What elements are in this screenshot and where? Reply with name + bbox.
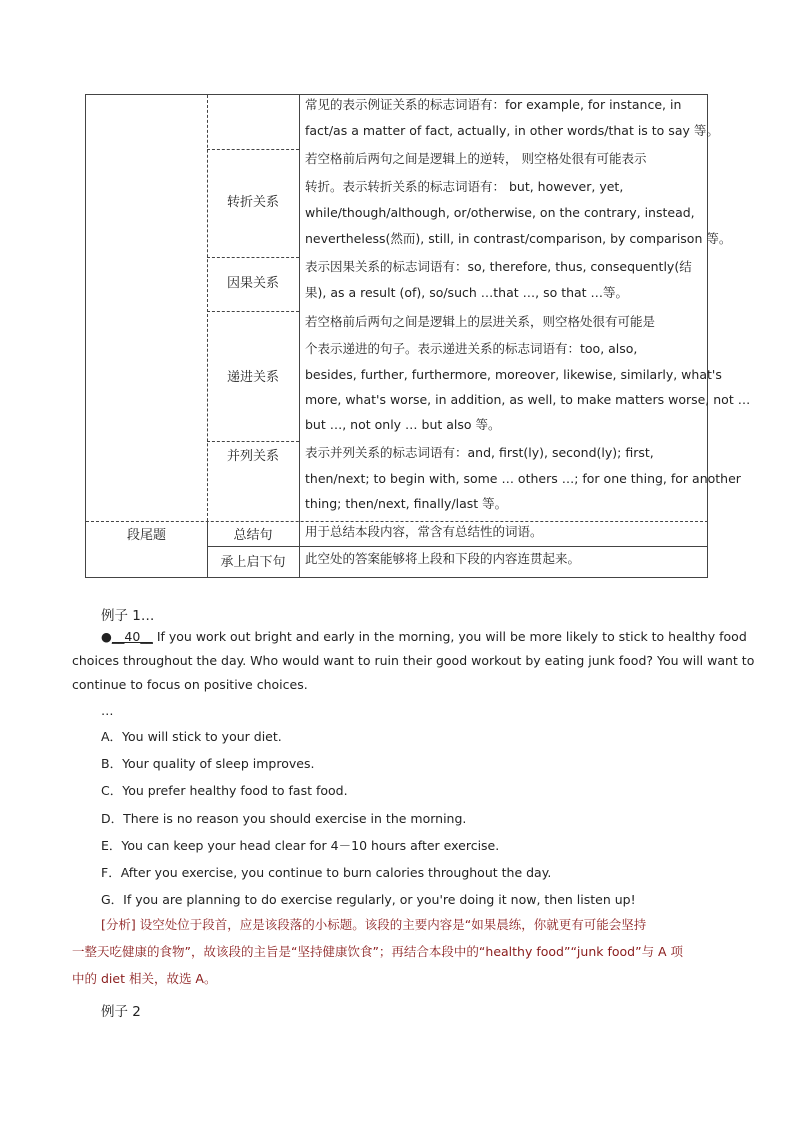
table-cell-description: besides, further, furthermore, moreover, likewise, similarly, what's <box>305 367 722 382</box>
logic-relations-table <box>85 94 751 578</box>
table-cell-description: 用于总结本段内容，常含有总结性的词语。 <box>305 524 543 539</box>
relation-type-label: 总结句 <box>233 528 273 543</box>
table-cell-description: thing; then/next, finally/last 等。 <box>305 496 508 511</box>
table-cell-description: 表示并列关系的标志词语有：and, first(ly), second(ly); first, <box>305 445 654 460</box>
table-cell-description: 个表示递进的句子。表示递进关系的标志词语有：too, also, <box>305 341 638 356</box>
example-title: 例子 2 <box>101 1004 141 1020</box>
question-position-label: 段尾题 <box>126 528 166 543</box>
analysis-line: 一整天吃健康的食物”，故该段的主旨是“坚持健康饮食”；再结合本段中的“healthy food”“junk food”与 A 项 <box>72 944 684 959</box>
option-e: E．You can keep your head clear for 4－10 hours after exercise. <box>101 838 500 853</box>
table-cell-description: 常见的表示例证关系的标志词语有：for example, for instance, in <box>305 97 682 112</box>
example-title: 例子 1… <box>101 608 155 624</box>
table-cell-description: 此空处的答案能够将上段和下段的内容连贯起来。 <box>305 551 581 566</box>
row-divider <box>207 441 299 442</box>
row-divider <box>207 311 299 312</box>
passage-text: If you work out bright and early in the morning, you will be more likely to stick to healthy food <box>156 629 747 644</box>
bullet: ● <box>101 629 112 644</box>
passage-line <box>101 625 747 649</box>
table-cell-description: then/next; to begin with, some … others …; for one thing, for another <box>305 471 741 486</box>
analysis-line: 中的 diet 相关，故选 A。 <box>72 971 217 986</box>
relation-type-label: 转折关系 <box>226 195 279 210</box>
table-cell-description: but …, not only … but also 等。 <box>305 417 501 432</box>
option-g: G．If you are planning to do exercise regularly, or you're doing it now, then listen up! <box>101 892 636 907</box>
relation-type-label: 递进关系 <box>226 370 279 385</box>
blank-number: __40__ <box>111 629 153 644</box>
table-cell-description: 果), as a result (of), so/such …that …, so that …等。 <box>305 285 629 300</box>
row-divider <box>207 149 299 150</box>
option-c: C．You prefer healthy food to fast food. <box>101 783 348 798</box>
option-b: B．Your quality of sleep improves. <box>101 756 315 771</box>
table-cell-description: fact/as a matter of fact, actually, in other words/that is to say 等。 <box>305 123 719 138</box>
relation-type-label: 承上启下句 <box>220 555 286 570</box>
row-divider <box>207 257 299 258</box>
table-cell-description: 若空格前后两句之间是逻辑上的逆转， 则空格处很有可能表示 <box>305 151 647 166</box>
table-cell-description: 表示因果关系的标志词语有：so, therefore, thus, consequently(结 <box>305 259 692 274</box>
table-cell-description: more, what's worse, in addition, as well, to make matters worse, not … <box>305 392 751 407</box>
option-a: A．You will stick to your diet. <box>101 729 282 744</box>
relation-type-label: 并列关系 <box>226 449 279 464</box>
option-d: D．There is no reason you should exercise in the morning. <box>101 811 467 826</box>
table-cell-description: nevertheless(然而), still, in contrast/comparison, by comparison 等。 <box>305 231 732 246</box>
table-cell-description: 转折。表示转折关系的标志词语有： but, however, yet, <box>305 179 624 194</box>
passage-line: continue to focus on positive choices. <box>72 677 308 692</box>
ellipsis: … <box>101 703 114 718</box>
analysis-line: [分析] 设空处位于段首，应是该段落的小标题。该段的主要内容是“如果晨练，你就更有可能会坚持 <box>101 917 647 932</box>
column-divider <box>299 95 300 578</box>
table-cell-description: while/though/although, or/otherwise, on the contrary, instead, <box>305 205 695 220</box>
passage-line: choices throughout the day. Who would want to ruin their good workout by eating junk food? You will want to <box>72 653 755 668</box>
option-f: F．After you exercise, you continue to burn calories throughout the day. <box>101 865 552 880</box>
relation-type-label: 因果关系 <box>226 276 279 291</box>
table-cell-description: 若空格前后两句之间是逻辑上的层进关系，则空格处很有可能是 <box>305 314 656 329</box>
